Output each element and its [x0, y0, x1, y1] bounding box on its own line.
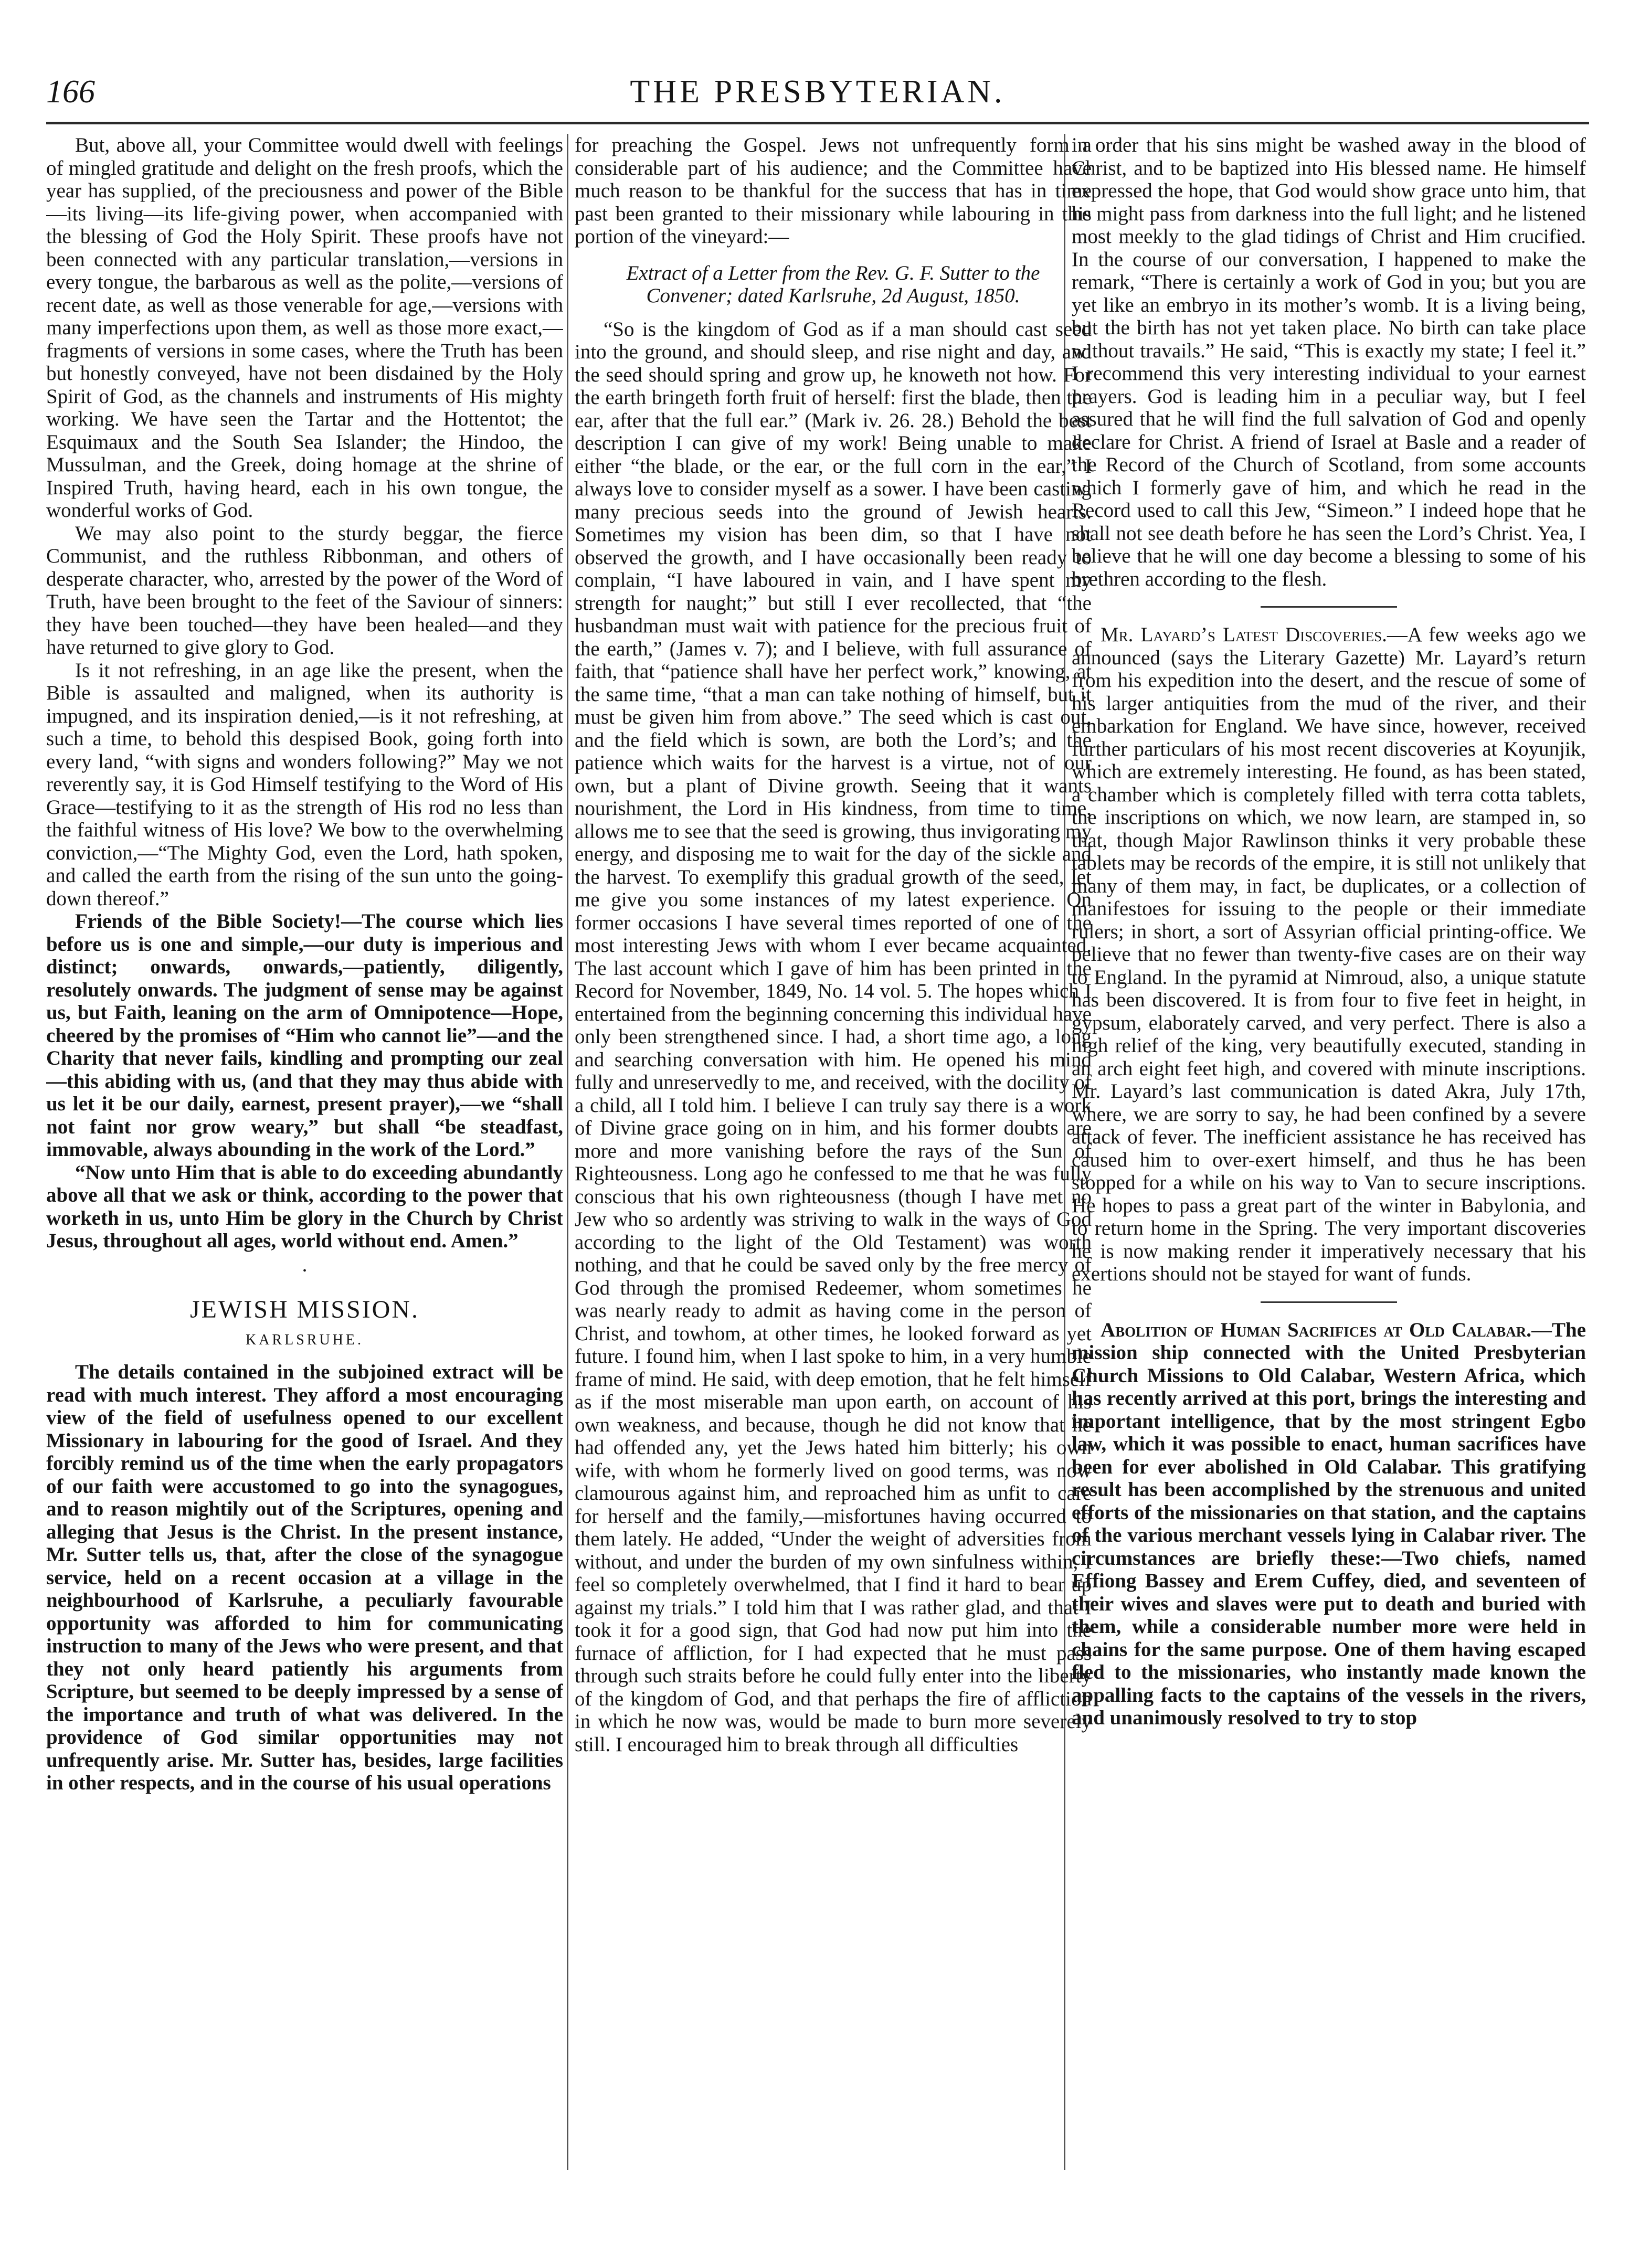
running-title: THE PRESBYTERIAN. — [630, 74, 1006, 110]
paragraph: for preaching the Gospel. Jews not unfrequently form a considerable part of his audience; and the Committee have much reason to be thankful for the success that has in time past been granted to their missionary while labouring in this portion of the vineyard:— — [575, 134, 1092, 248]
paragraph: The details contained in the subjoined extract will be read with much interest. They afford a most encouraging view of the field of usefulness opened to our excellent Missionary in labouring for the good of Israel. And they forcibly remind us of the time when the early propagators of our faith were accustomed to go into the synagogues, and to reason mightily out of the Scriptures, opening and alleging that Jesus is the Christ. In the present instance, Mr. Sutter tells us, that, after the close of the synagogue service, held on a recent occasion at a village in the neighbourhood of Karlsruhe, a peculiarly favourable opportunity was afforded to him for communicating instruction to many of the Jews who were present, and that they not only heard patiently his arguments from Scripture, but seemed to be deeply impressed by a sense of the importance and truth of what was delivered. In the providence of God similar opportunities may not unfrequently arise. Mr. Sutter has, besides, large facilities in other respects, and in the course of his usual operations — [46, 1361, 563, 1794]
column-2 — [575, 134, 1092, 2170]
page-number: 166 — [46, 74, 95, 110]
paragraph: Friends of the Bible Society!—The course which lies before us is one and simple,—our duty is imperious and distinct; onwards, onwards,—patiently, diligently, resolutely onwards. The judgment of sense may be against us, but Faith, leaning on the arm of Omnipotence—Hope, cheered by the promises of “Him who cannot lie”—and the Charity that never fails, kindling and prompting our zeal—this abiding with us, (and that they may thus abide with us let it be our daily, earnest, present prayer),—we “shall not faint nor grow weary,” but shall “be steadfast, immovable, always abounding in the work of the Lord.” — [46, 910, 563, 1161]
paragraph: Is it not refreshing, in an age like the present, when the Bible is assaulted and maligned, when its authority is impugned, and its inspiration denied,—is it not refreshing, at such a time, to behold this despised Book, going forth into every land, “with signs and wonders following?” May we not reverently say, it is God Himself testifying to the Word of His Grace—testifying to it as the strength of His rod no less than the faithful witness of His love? We bow to the overwhelming conviction,—“The Mighty God, even the Lord, hath spoken, and called the earth from the rising of the sun unto the going-down thereof.” — [46, 659, 563, 910]
column-1 — [46, 134, 563, 2170]
section-rule — [1261, 1301, 1397, 1303]
paragraph — [1072, 1319, 1586, 1730]
paragraph: in order that his sins might be washed away in the blood of Christ, and to be baptized into His blessed name. He himself expressed the hope, that God would show grace unto him, that he might pass from darkness into the full light; and he listened most meekly to the glad tidings of Christ and Him crucified. In the course of our conversation, I happened to make the remark, “There is certainly a work of God in you; but you are yet like an embryo in its mother’s womb. It is a living being, but the birth has not yet taken place. No birth can take place without travails.” He said, “This is exactly my state; I feel it.” I recommend this very interesting individual to your earnest prayers. God is leading him in a peculiar way, but I feel assured that he will find the full salvation of God and openly declare for Christ. A friend of Israel at Basle and a reader of the Record of the Church of Scotland, from some accounts which I formerly gave of him, and which he read in the Record used to call this Jew, “Simeon.” I indeed hope that he shall not see death before he has seen the Lord’s Christ. Yea, I believe that he will one day become a blessing to some of his brethren according to the flesh. — [1072, 134, 1586, 590]
article-text: —A few weeks ago we announced (says the Literary Gazette) Mr. Layard’s return from his expedition into the desert, and the rescue of some of his larger antiquities from the mud of the river, and their embarkation for England. We have since, however, received further particulars of his most recent discoveries at Koyunjik, which are extremely interesting. He found, as has been stated, a chamber which is completely filled with terra cotta tablets, the inscriptions on which, we now learn, are stamped in, so that, though Major Rawlinson thinks it very probable these tablets may be records of the empire, it is still not unlikely that many of them may, in fact, be duplicates, or a collection of manifestoes for issuing to the people or their immediate rulers; in short, a sort of Assyrian official printing-office. We believe that no fewer than twenty-five cases are on their way to England. In the pyramid at Nimroud, also, a unique statute has been discovered. It is from four to five feet in height, in gypsum, elaborately carved, and very perfect. There is also a high relief of the king, very beautifully executed, standing in an arch eight feet high, and covered with minute inscriptions. Mr. Layard’s last communication is dated Akra, July 17th, where, we are sorry to say, he had been confined by a severe attack of fever. The inefficient assistance he has received has caused him to over-exert himself, and thus he has been stopped for a while on his way to Van to secure inscriptions. He hopes to pass a great part of the winter in Babylonia, and to return home in the Spring. The very important discoveries he is now making render it imperatively necessary that his exertions should not be stayed for want of funds. — [1072, 623, 1586, 1285]
column-3 — [1072, 134, 1586, 2170]
paragraph: “Now unto Him that is able to do exceeding abundantly above all that we ask or think, according to the power that worketh in us, unto Him be glory in the Church by Christ Jesus, throughout all ages, world without end. Amen.” — [46, 1161, 563, 1252]
column-divider — [567, 134, 568, 2170]
paragraph: We may also point to the sturdy beggar, the fierce Communist, and the ruthless Ribbonman, and others of desperate character, who, arrested by the power of the Word of Truth, have been brought to the feet of the Saviour of sinners: they have been touched—they have been healed—and they have returned to give glory to God. — [46, 522, 563, 659]
header-rule — [46, 122, 1589, 124]
paragraph: “So is the kingdom of God as if a man should cast seed into the ground, and should sleep, and rise night and day, and the seed should spring and grow up, he knoweth not how. For the earth bringeth forth fruit of herself: first the blade, then the ear, after that the full ear.” (Mark iv. 26. 28.) Behold the best description I can give of my work! Being unable to make either “the blade, or the ear, or the full corn in the ear,” I always love to consider myself as a sower. I have been casting many precious seeds into the ground of Jewish hearts. Sometimes my vision has been dim, so that I have not observed the growth, and I have occasionally been ready to complain, “I have laboured in vain, and I have spent my strength for naught;” but still I ever recollected, that “the husbandman must wait with patience for the precious fruit of the earth,” (James v. 7); and I believe, with full assurance of faith, that “patience shall have her perfect work,” knowing, at the same time, “that a man can take nothing of himself, but it must be given him from above.” The seed which is cast out, and the field which is sown, are both the Lord’s; and the patience which waits for the harvest is a virtue, not of our own, but a plant of Divine growth. Seeing that it wants nourishment, the Lord in His kindness, from time to time, allows me to see that the seed is growing, thus invigorating my energy, and disposing me to wait for the day of the sickle and the harvest. To exemplify this gradual growth of the seed, let me give you some instances of my latest experience. On former occasions I have several times reported of one of the most interesting Jews with whom I ever became acquainted. The last account which I gave of him has been printed in the Record for November, 1849, No. 14 vol. 5. The hopes which I entertained from the beginning concerning this individual have only been strengthened since. I had, a short time ago, a long and searching conversation with him. He opened his mind fully and unreservedly to me, and received, with the docility of a child, all I told him. I believe I can truly say there is a work of Divine grace going on in him, and his former doubts are more and more vanishing before the rays of the Sun of Righteousness. Long ago he confessed to me that he was fully conscious that his own righteousness (though I have met no Jew who so ardently was striving to walk in the ways of God according to the light of the Old Testament) was worth nothing, and that he could be saved only by the free mercy of God through the promised Redeemer, whom sometimes he was nearly ready to admit as having come in the person of Christ, and towhom, at other times, he looked forward as yet future. I found him, when I last spoke to him, in a very humble frame of mind. He said, with deep emotion, that he felt himself as if the most miserable man upon earth, on account of his own weakness, and because, though he did not know that he had offended any, yet the Jews hated him bitterly; his own wife, with whom he formerly lived on good terms, was now clamourous against him, and reproached him as unfit to care for herself and the family,—misfortunes having occurred to them lately. He added, “Under the weight of adversities from without, and under the burden of my own sinfulness within, I feel so completely overwhelmed, that I find it hard to bear up against my trials.” I told him that I was rather glad, and that I took it for a good sign, that God had now put him into the furnace of affliction, for I had expected that he must pass through such straits before he could fully enter into the liberty of the kingdom of God, and that perhaps the fire of affliction in which he now was, would be made to burn more severely still. I encouraged him to break through all difficulties — [575, 317, 1092, 1756]
section-ornament: • — [302, 1265, 306, 1277]
article-lead: Mr. Layard’s Latest Discoveries. — [1101, 623, 1387, 646]
page-header — [46, 73, 1589, 121]
section-rule — [1261, 606, 1397, 608]
article-lead: Abolition of Human Sacrifices at Old Calabar. — [1101, 1318, 1531, 1341]
extract-title: Extract of a Letter from the Rev. G. F. Sutter to the Convener; dated Karlsruhe, 2d August, 1850. — [626, 261, 1040, 307]
section-subheading: KARLSRUHE. — [245, 1331, 364, 1348]
paragraph — [1072, 623, 1586, 1286]
section-heading: JEWISH MISSION. — [189, 1296, 419, 1323]
paragraph: But, above all, your Committee would dwell with feelings of mingled gratitude and delight on the fresh proofs, which the year has supplied, of the preciousness and power of the Bible—its living—its life-giving power, when accompanied with the blessing of God the Holy Spirit. These proofs have not been connected with any particular translation,—versions in every tongue, the barbarous as well as the polite,—versions of recent date, as well as those venerable for age,—versions with many imperfections upon them, as well as those more exact,—fragments of versions in some cases, where the Truth has been but honestly conveyed, have not been disdained by the Holy Spirit of God, as the channels and instruments of His mighty working. We have seen the Tartar and the Hottentot; the Esquimaux and the South Sea Islander; the Hindoo, the Mussulman, and the Greek, doing homage at the shrine of Inspired Truth, having heard, each in his own tongue, the wonderful works of God. — [46, 134, 563, 522]
article-text: —The mission ship connected with the United Presbyterian Church Missions to Old Calabar, Western Africa, which has recently arrived at this port, brings the interesting and important intelligence, that by the most stringent Egbo law, which it was possible to enact, human sacrifices have been for ever abolished in Old Calabar. This gratifying result has been accomplished by the strenuous and united efforts of the missionaries on that station, and the captains of the various merchant vessels lying in Calabar river. The circumstances are briefly these:—Two chiefs, named Effiong Bassey and Erem Cuffey, died, and seventeen of their wives and slaves were put to death and buried with them, while a considerable number more were held in chains for the same purpose. One of them having escaped fled to the missionaries, who instantly made known the appalling facts to the captains of the vessels in the rivers, and unanimously resolved to try to stop — [1072, 1318, 1586, 1729]
